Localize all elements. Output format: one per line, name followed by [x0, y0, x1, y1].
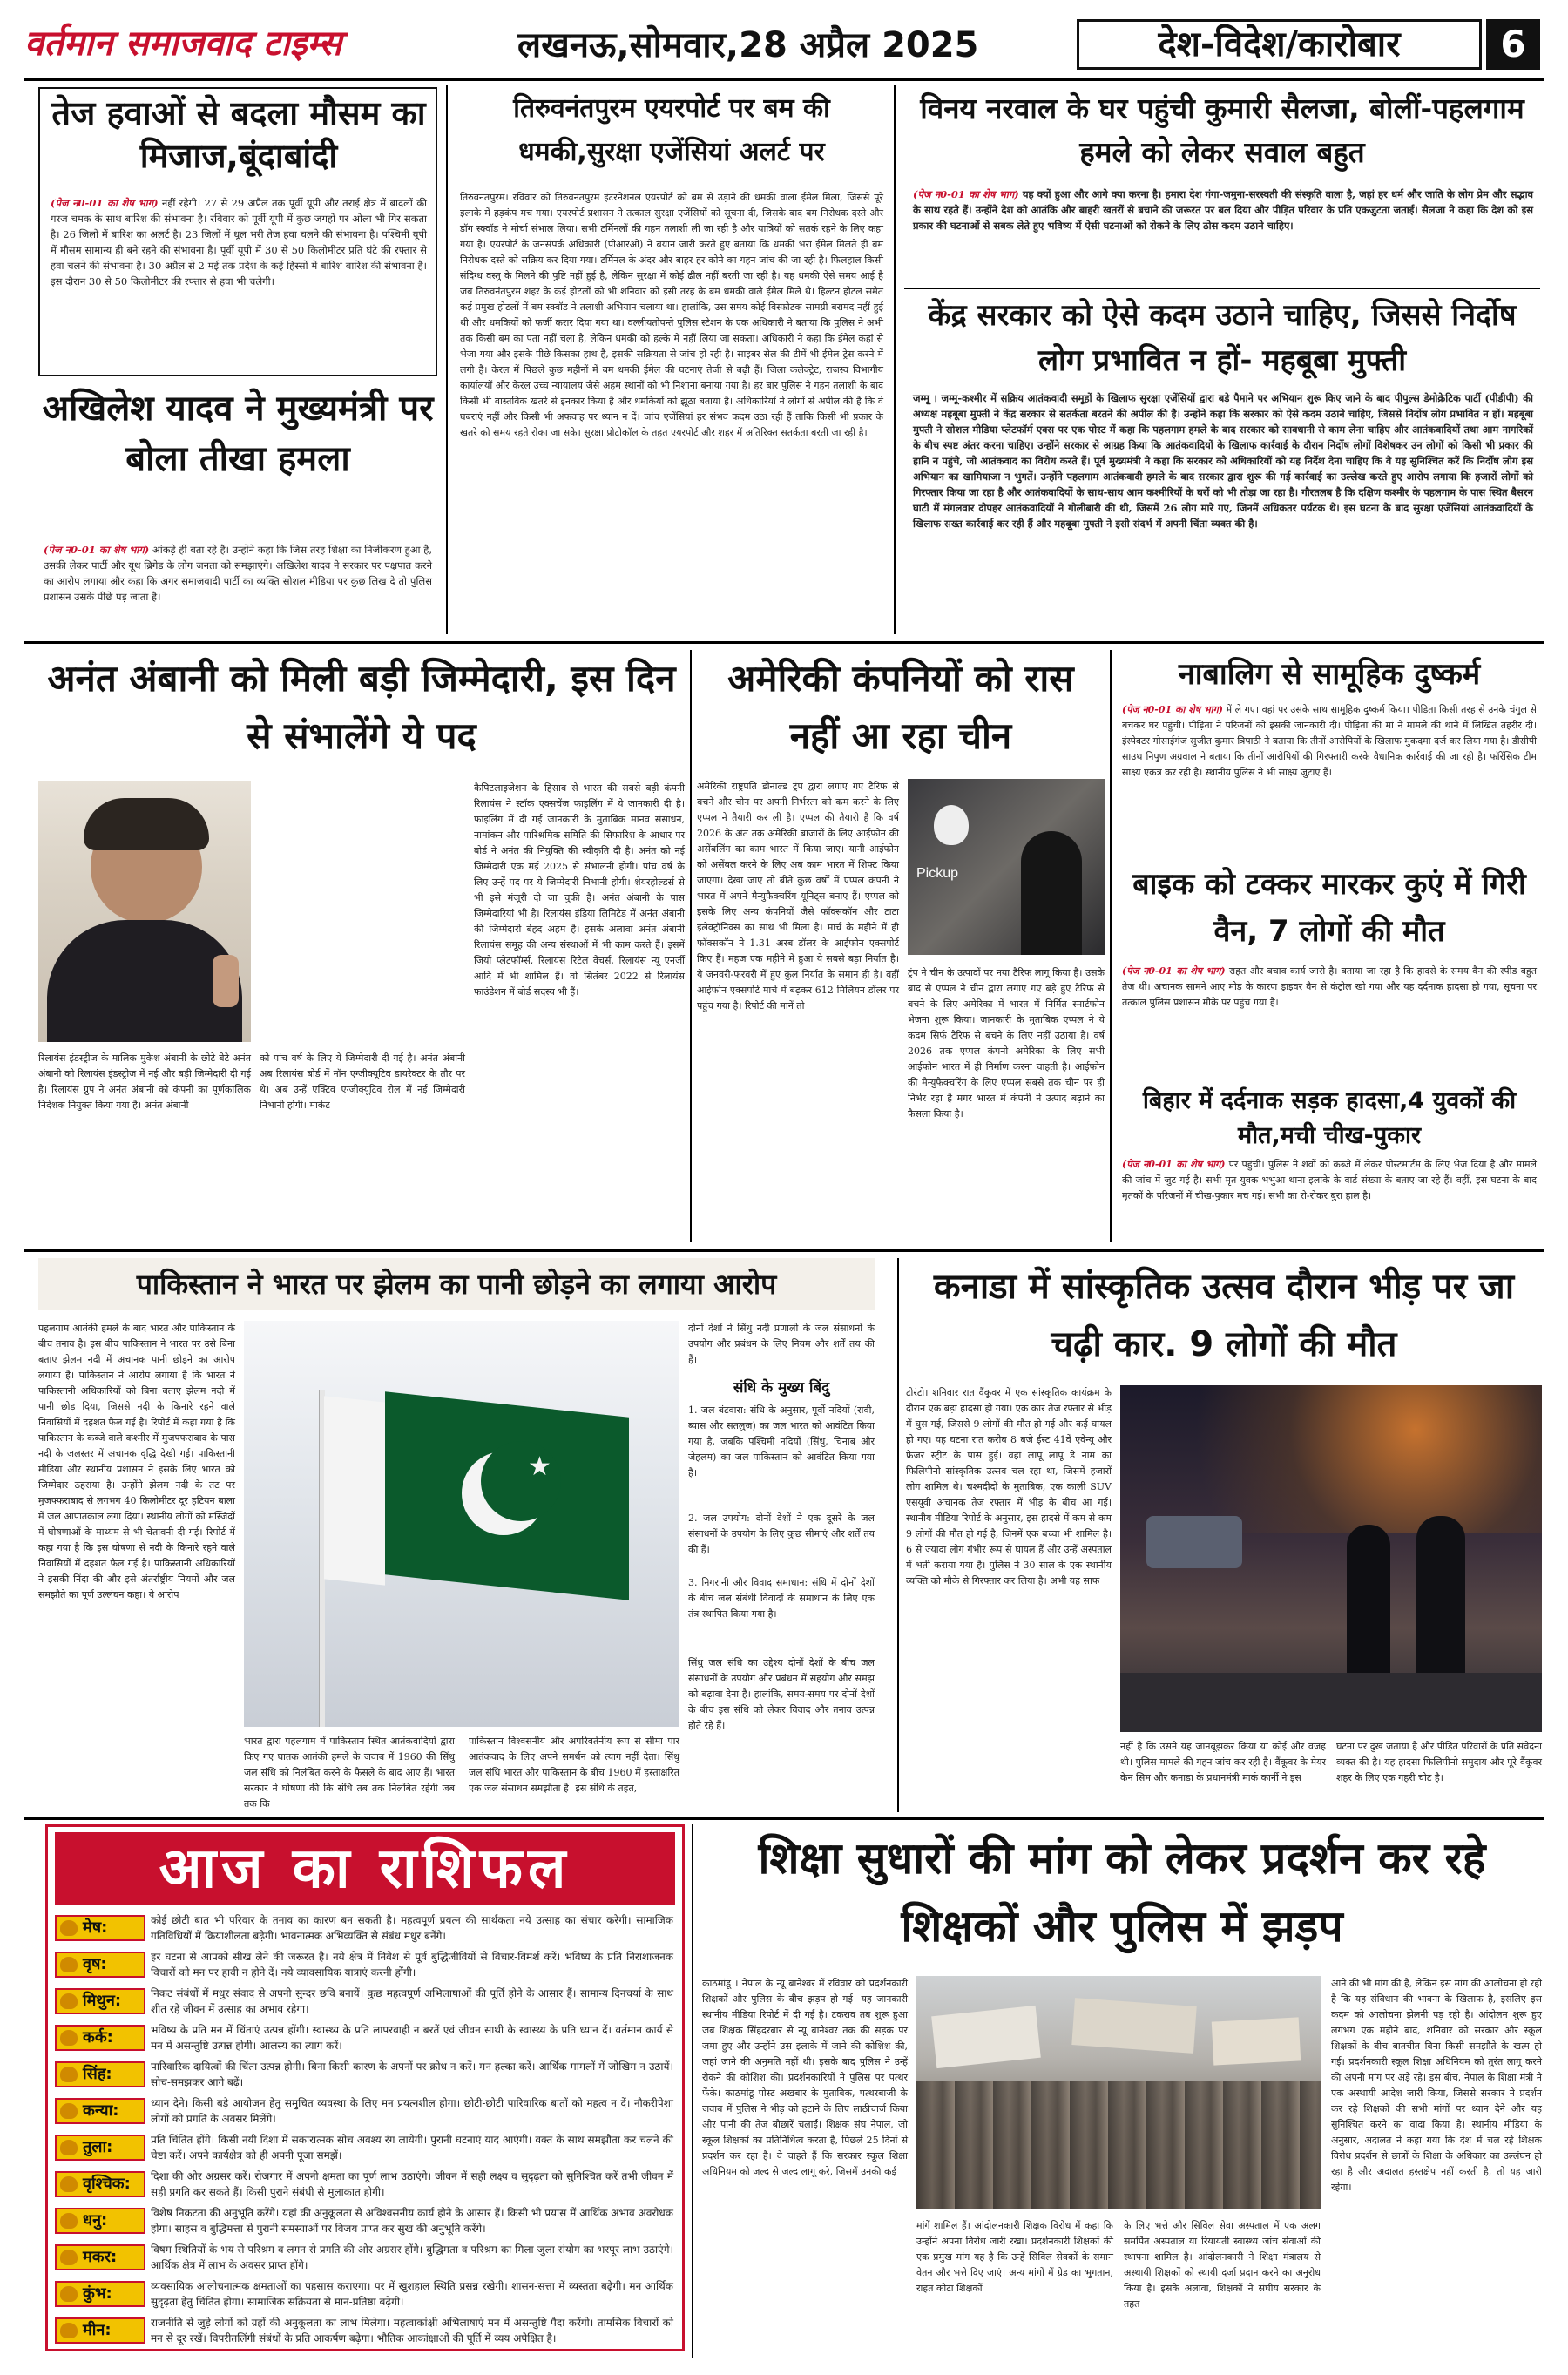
sign-label: मकर: [55, 2244, 145, 2270]
sign-label: वृष: [55, 1952, 145, 1978]
column-divider [446, 85, 448, 634]
article-airport-body: तिरुवनंतपुरम। रविवार को तिरुवनंतपुरम इंटरनेशनल एयरपोर्ट को बम से उड़ाने की धमकी वाला ईमेल मिला, जिससे पूरे इलाके में हड़कंप मच गया। एयरपोर्ट प्रशासन ने तत्काल सुरक्षा एजेंसियों को सूचना दी, जिसके बाद बम निरोधक दस्ते और डॉग स्क्वॉड ने मोर्चा संभाल लिया। सभी टर्मिनलों की गहन तलाशी ली जा रही है और यात्रियों को सतर्क रहने के लिए कहा गया है। एयरपोर्ट के जनसंपर्क अधिकारी (पीआरओ) ने बयान जारी करते हुए बताया कि धमकी भरा ईमेल मिलते ही बम निरोधक दस्ते को सक्रिय कर दिया गया। टर्मिनल के अंदर और बाहर हर कोने का गहन जांच की जा रही है। फिलहाल किसी संदिग्ध वस्तु के मिलने की पुष्टि नहीं हुई है, लेकिन सुरक्षा में कोई ढील नहीं बरती जा रही है। यह धमकी ऐसे समय आई है जब तिरुवनंतपुरम शहर के कई होटलों को भी शनिवार को इसी तरह के बम धमकी वाले ईमेल मिले थे। हिल्टन होटल समेत कई प्रमुख होटलों में बम स्क्वॉड ने तलाशी अभियान चलाया था। हालांकि, उस समय कोई विस्फोटक सामग्री बरामद नहीं हुई थी और धमकियों को फर्जी करार दिया गया था। वल्लीयतोपन्ते पुलिस स्टेशन के एक अधिकारी ने बताया कि पुलिस ने अभी तक किसी बम का पता नहीं चला है, लेकिन धमकी को हल्के में नहीं लिया जा सकता। अधिकारी ने कहा कि ईमेल कहां से भेजा गया और इसके पीछे किसका हाथ है, इसकी सक्रियता से जांच हो रही है। साइबर सेल की टीमें भी ईमेल ट्रेस करने में लगी हैं। केरल में पिछले कुछ महीनों में बम धमकी ईमेल की घटनाएं तेजी से बढ़ी हैं। जिला कलेक्ट्रेट, राजस्व विभागीय कार्यालयों और केरल उच्च न्यायालय जैसे अहम स्थानों को भी निशाना बनाया गया है। हर बार पुलिस ने गहन तलाशी के बाद किसी भी वास्तविक खतरे से इनकार किया है और धमकियों को झूठा बताया है। अधिकारियों ने लोगों से अपील की है कि वे घबराएं नहीं और किसी भी अफवाह पर ध्यान न दें। जांच एजेंसियां हर संभव कदम उठा रही हैं ताकि किसी भी प्रकार के खतरे को समय रहते रोका जा सके। सुरक्षा प्रोटोकॉल के तहत एयरपोर्ट और शहर में अतिरिक्त सतर्कता बरती जा रही है। [460, 192, 883, 438]
sign-text: विषम स्थितियों के भय से परिश्रम व लगन से प्रगति की ओर अग्रसर होंगे। बुद्धिमता व परिश्रम का मिला-जुला संयोग का भरपूर लाभ उठाएंगे। आर्थिक क्षेत्र में लाभ के अवसर प्राप्त होंगे। [151, 2243, 673, 2271]
section-rule [24, 641, 1544, 644]
article-nabalig-text: में ले गए। वहां पर उसके साथ सामूहिक दुष्कर्म किया। पीड़िता किसी तरह से उनके चंगुल से बचकर घर पहुंची। पीड़िता ने परिजनों को इसकी जानकारी दी। पीड़िता की मां ने मामले की थाने में लिखित तहरीर दी। इंस्पेक्टर गोसाईगंज सुजीत कुमार त्रिपाठी ने बताया कि तीनों आरोपियों के खिलाफ मुकदमा दर्ज कर लिया गया है। डीसीपी साउथ निपुण अग्रवाल ने बताया कि तीनों आरोपियों की गिरफ्तारी करके वैधानिक कार्रवाई की जा रही है। फॉरेंसिक टीम साक्ष्य एकत्र कर रही है। स्थानीय पुलिस ने भी साक्ष्य जुटाए हैं। [1122, 704, 1537, 778]
article-mehbooba [904, 293, 1540, 634]
section-rule [24, 1249, 1544, 1252]
canada-night-photo [1120, 1385, 1542, 1732]
sign-text: दिशा की ओर अग्रसर करें। रोजगार में अपनी क्षमता का पूर्ण लाभ उठाएंगे। जीवन में सही लक्ष्य व सुदृढ़ता को सुनिश्चित करें तभी जीवन में सही प्रगति कर सकते हैं। किसी पुराने संबंधी से मुलाकात होगी। [151, 2170, 673, 2198]
sign-text: प्रति चिंतित होंगे। किसी नयी दिशा में सकारात्मक सोच अवश्य रंग लायेगी। पुरानी घटनाएं याद आएंगी। वक्त के साथ समझौता कर चलने की चेष्टा करें। अपने कार्यक्षेत्र को ही अपनी पूजा समझें। [151, 2134, 673, 2162]
article-divider [904, 288, 1540, 289]
hand-icon [60, 2323, 78, 2338]
dateline: लखनऊ,सोमवार,28 अप्रैल 2025 [517, 25, 979, 65]
article-nabalig [1119, 650, 1540, 850]
rashifal-title: आज का राशिफल [55, 1832, 675, 1905]
pakistan-col4-intro: दोनों देशों ने सिंधु नदी प्रणाली के जल संसाधनों के उपयोग और प्रबंधन के लिए नियम और शर्तें तय की हैं। [688, 1323, 875, 1365]
apple-store-photo [908, 779, 1105, 955]
article-akhilesh-text: आंकड़े ही बता रहे हैं। उन्होंने कहा कि जिस तरह शिक्षा का निजीकरण हुआ है, उसकी लेकर पार्टी और यूथ ब्रिगेड के लोग जनता को समझाएंगे। अखिलेश यादव ने सरकार पर पक्षपात करने का आरोप लगाया और कहा कि अगर समाजवादी पार्टी का व्यक्ति सोशल मीडिया पर कुछ लिख दे तो पुलिस प्रशासन उसके पीछे पड़ जाता है। [44, 544, 433, 603]
article-canada [906, 1258, 1542, 1812]
article-bihar-headline: बिहार में दर्दनाक सड़क हादसा,4 युवकों की मौत,मची चीख-पुकार [1142, 1087, 1517, 1149]
protest-banner [931, 2006, 1041, 2068]
pakistan-flag-photo [244, 1321, 679, 1727]
article-bike-text: राहत और बचाव कार्य जारी है। बताया जा रहा है कि हादसे के समय वैन की स्पीड बहुत तेज थी। अचानक सामने आए मोड़ के कारण ड्राइवर वैन से कंट्रोल खो गया और यह दर्दनाक हादसा हो गया, सूचना पर तत्काल पुलिस प्रशासन मौके पर पहुंच गया है। [1122, 965, 1538, 1008]
article-china [697, 650, 1105, 1242]
article-airport-headline: तिरुवनंतपुरम एयरपोर्ट पर बम की धमकी,सुरक्षा एजेंसियां अलर्ट पर [513, 93, 830, 167]
hand-icon [60, 2030, 78, 2046]
article-weather-text: नहीं रहेगी। 27 से 29 अप्रैल तक पूर्वी यूपी और तराई क्षेत्र में बादलों की गरज चमक के साथ बारिश की संभावना है। रविवार को पूर्वी यूपी में कुछ जगहों पर ओला भी गिर सकता है। 26 जिलों में बारिश का अलर्ट है। 23 जिलों में धूल भरी तेज हवा चलने की संभावना है। पश्चिमी यूपी में मौसम सामान्य ही बने रहने की संभावना है। पूर्वी यूपी में 30 से 50 किलोमीटर प्रति घंटे की रफ्तार से हवा चलने की संभावना है। 30 अप्रैल से 2 मई तक प्रदेश के कई हिस्सों में बारिश बारिश की संभावना है। इस दौरान 30 से 50 किलोमीटर की रफ्तार से हवा भी चलेगी। [51, 197, 428, 288]
article-akhilesh [38, 383, 437, 634]
article-canada-headline: कनाडा में सांस्कृतिक उत्सव दौरान भीड़ पर जा चढ़ी कार. 9 लोगों की मौत [933, 1267, 1515, 1364]
sign-text: निकट संबंधों में मधुर संवाद से अपनी सुन्दर छवि बनायें। कुछ महत्वपूर्ण अभिलाषाओं की पूर्ति होने के आसार हैं। सामान्य दिनचर्या के साथ शीत रहे जीवन में उत्साह का अभाव रहेगा। [151, 1987, 673, 2015]
sign-label: तुला: [55, 2135, 145, 2161]
article-airport [456, 87, 887, 634]
road [1120, 1673, 1542, 1732]
rashifal-box [45, 1824, 685, 2351]
anant-col2: को पांच वर्ष के लिए ये जिम्मेदारी दी गई है। अनंत अंबानी अब रिलायंस बोर्ड में नॉन एग्जीक्यूटिव डायरेक्टर के तौर पर थे। अब उन्हें एक्टिव एग्जीक्यूटिव रोल में नई जिम्मेदारी निभानी होगी। मार्केट [260, 1052, 465, 1111]
article-bike-headline: बाइक को टक्कर मारकर कुएं में गिरी वैन, 7 लोगों की मौत [1132, 867, 1526, 949]
teachers-col1: काठमांडू । नेपाल के न्यू बानेश्वर में रविवार को प्रदर्शनकारी शिक्षकों और पुलिस के बीच झड़प हो गई। यह जानकारी स्थानीय मीडिया रिपोर्ट में दी गई है। टकराव तब शुरू हुआ जब शिक्षक सिंहदरबार से न्यू बानेश्वर तक की सड़क पर जमा हुए और उन्होंने उस इलाके में जाने की कोशिश की, जहां जाने की अनुमति नहीं थी। इसके बाद पुलिस ने उन्हें रोकने की कोशिश की। प्रदर्शनकारियों ने पुलिस पर पत्थर फेंके। काठमांडू पोस्ट अखबार के मुताबिक, पत्थरबाजी के जवाब में पुलिस ने भीड़ को हटाने के लिए लाठीचार्ज किया और पानी की तेज बौछारें चलाईं। शिक्षक संघ नेपाल, जो स्कूल शिक्षकों का प्रतिनिधित्व करता है, पिछले 25 दिनों से प्रदर्शन कर रहा है। वे चाहते हैं कि सरकार स्कूल शिक्षा अधिनियम को जल्द से जल्द लागू करे, जिसमें उनकी कई [702, 1978, 908, 2177]
sign-text: विशेष निकटता की अनुभूति करेंगे। यहां की अनुकूलता से अविश्वसनीय कार्य होने के आसार हैं। किसी भी प्रयास में आर्थिक अभाव अवरोधक होगा। साहस व बुद्धिमत्ता से पुरानी समस्याओं पर विजय प्राप्त कर सुख की अनुभूति करेंगे। [151, 2207, 673, 2235]
article-anant-headline: अनंत अंबानी को मिली बड़ी जिम्मेदारी, इस दिन से संभालेंगे ये पद [47, 657, 676, 757]
article-pakistan-headline: पाकिस्तान ने भारत पर झेलम का पानी छोड़ने का लगाया आरोप [38, 1258, 875, 1310]
person-silhouette [1021, 831, 1082, 955]
canada-col1: टोरंटो। शनिवार रात वैंकूवर में एक सांस्कृतिक कार्यक्रम के दौरान एक बड़ा हादसा हो गया। एक कार तेज रफ्तार से भीड़ में घुस गई, जिससे 9 लोगों की मौत हो गई और कई घायल हो गए। यह घटना रात करीब 8 बजे ईस्ट 41वें एवेन्यू और फ्रेजर स्ट्रीट के पास हुई। वहां लापू लापू डे नाम का फिलिपीनो सांस्कृतिक उत्सव चल रहा था, जिसमें हजारों लोग शामिल थे। चश्मदीदों के मुताबिक, एक काली SUV एसयूवी अचानक तेज रफ्तार में भीड़ के बीच आ गई। स्थानीय मीडिया रिपोर्ट के अनुसार, इस हादसे में कम से कम 9 लोगों की मौत हो गई है, जिनमें एक बच्चा भी शामिल है। 6 से ज्यादा लोग गंभीर रूप से घायल हैं और उन्हें अस्पताल में भर्ती कराया गया है। पुलिस ने 30 साल के एक स्थानीय व्यक्ति को मौके से गिरफ्तार कर लिया है। अभी यह साफ [906, 1387, 1112, 1587]
teachers-col4: आने की भी मांग की है, लेकिन इस मांग की आलोचना हो रही है कि यह संविधान की भावना के खिलाफ है, इसलिए इस कदम को आलोचना झेलनी पड़ रही है। आंदोलन शुरू हुए लगभग एक महीने बाद, शनिवार को सरकार और स्कूल शिक्षकों के बीच बातचीत बिना किसी समझौते के खत्म हो गई। प्रदर्शनकारी स्कूल शिक्षा अधिनियम को तुरंत लागू करने की अपनी मांग पर अड़े रहे। इस बीच, नेपाल के शिक्षा मंत्री ने एक अस्थायी आदेश जारी किया, जिससे सरकार ने प्रदर्शन कर रहे शिक्षकों की सभी मांगों पर ध्यान देने और यह सुनिश्चित करने का वादा किया है। स्थानीय मीडिया के अनुसार, अदालत ने कहा गया कि देश में चल रहे शिक्षक विरोध प्रदर्शन से छात्रों के शिक्षा के अधिकार का उल्लंघन हो रहा है और अदालत हस्तक्षेप नहीं करती है, तो यह जारी रहेगा। [1331, 1978, 1542, 2193]
page-number: 6 [1486, 19, 1540, 70]
hand-icon [60, 1920, 78, 1936]
article-bihar [1119, 1084, 1540, 1242]
column-divider [692, 1824, 693, 2358]
article-bike [1119, 861, 1540, 1079]
sign-label: कुंभ: [55, 2281, 145, 2307]
rashifal-row [55, 2169, 679, 2202]
rashifal-row [55, 2315, 679, 2348]
rashifal-row [55, 1912, 679, 1945]
points-title: संधि के मुख्य बिंदु [733, 1379, 830, 1397]
anant-photo [38, 781, 251, 1042]
rashifal-row [55, 2059, 679, 2092]
rashifal-row [55, 2242, 679, 2275]
hand-icon [60, 2067, 78, 2082]
hand-icon [60, 2140, 78, 2155]
canada-col2: नहीं है कि उसने यह जानबूझकर किया या कोई और वजह थी। पुलिस मामले की गहन जांच कर रही है। वैंकूवर के मेयर केन सिम और कनाडा के प्रधानमंत्री मार्क कार्नी ने इस [1120, 1741, 1326, 1783]
sign-text: हर घटना से आपको सीख लेने की जरूरत है। नये क्षेत्र में निवेश से पूर्व बुद्धिजीवियों से विचार-विमर्श करें। भविष्य के प्रति निराशाजनक विचारों को मन पर हावी न होने दें। नये व्यावसायिक यात्राएं करनी होंगी। [151, 1951, 673, 1979]
sign-text: पारिवारिक दायित्वों की चिंता उत्पन्न होगी। बिना किसी कारण के अपनों पर क्रोध न करें। मन हल्का करें। आर्थिक मामलों में जोखिम न उठायें। सोच-समझकर आगे बढ़ें। [151, 2060, 673, 2088]
rashifal-row [55, 1986, 679, 2019]
anant-col3: कैपिटलाइजेशन के हिसाब से भारत की सबसे बड़ी कंपनी रिलायंस ने स्टॉक एक्सचेंज फाइलिंग में ये जानकारी दी है। फाइलिंग में दी गई जानकारी के मुताबिक मानव संसाधन, नामांकन और पारिश्रमिक समिति की सिफारिश के आधार पर बोर्ड ने अनंत की नियुक्ति की स्वीकृति दी है। अनंत को नई जिम्मेदारी एक मई 2025 से संभालनी होगी। पांच वर्ष के लिए उन्हें पद पर ये जिम्मेदारी निभानी होगी। शेयरहोल्डर्स से भी इसे मंजूरी दी जा चुकी है। अनंत अंबानी के पास जिम्मेदारियां भी है। रिलायंस इंडिया लिमिटेड में अनंत अंबानी की जिम्मेदारी बेहद अहम है। इसके अलावा अनंत अंबानी रिलायंस समूह की अन्य संस्थाओं में भी काम करते हैं। इसमें जियो प्लेटफॉर्म्स, रिलायंस रिटेल वेंचर्स, रिलायंस न्यू एनर्जी आदि में भी शामिल हैं। वो सितंबर 2022 से रिलायंस फाउंडेशन में बोर्ड सदस्य भी हैं। [474, 782, 685, 998]
protest-banner [1212, 2017, 1301, 2065]
pakistan-col1: पहलगाम आतंकी हमले के बाद भारत और पाकिस्तान के बीच तनाव है। इस बीच पाकिस्तान ने भारत पर उसे बिना बताए झेलम नदी में अचानक पानी छोड़ने का आरोप लगाया है। पाकिस्तान ने आरोप लगाया है कि भारत ने पाकिस्तानी अधिकारियों को बिना बताए झेलम नदी में पानी छोड़ दिया, जिससे नदी के किनारे रहने वाले निवासियों में दहशत फैल गई है। रिपोर्ट में कहा गया है कि पाकिस्तान के कब्जे वाले कश्मीर में मुजफ्फराबाद के पास नदी के जलस्तर में अचानक वृद्धि देखी गई। पाकिस्तानी मीडिया और स्थानीय प्रशासन ने इसके लिए भारत को जिम्मेदार ठहराया है। उन्होंने झेलम नदी के तट पर मुजफ्फराबाद से लगभग 40 किलोमीटर दूर हटियन बाला में जल आपातकाल लगा दिया। स्थानीय लोगों को मस्जिदों में घोषणाओं के माध्यम से भी चेतावनी दी गई। रिपोर्ट में कहा गया है कि इस घोषणा से नदी के किनारे रहने वाले निवासियों में दहशत फैल गई है। पाकिस्तानी अधिकारियों ने इसकी निंदा की और इसे अंतर्राष्ट्रीय नियमों और जल समझौते का पूर्ण उल्लंघन कहा। ये आरोप [38, 1323, 235, 1600]
continued-label: (पेज न0-01 का शेष भाग) [44, 544, 150, 556]
column-divider [690, 650, 692, 1242]
section-rule [24, 1817, 1544, 1820]
continued-label: (पेज न0-01 का शेष भाग) [1122, 965, 1226, 977]
sign-label: धनु: [55, 2208, 145, 2234]
article-vinay-text: यह क्यों हुआ और आगे क्या करना है। हमारा देश गंगा-जमुना-सरस्वती की संस्कृति वाला है, जहां हर धर्म और जाति के लोग प्रेम और सद्भाव के साथ रहते हैं। उन्होंने देश को आतंकि और बाहरी खतरों से बचाने की जरूरत पर बल दिया और पीड़ित परिवार के प्रति एकजुटता जताई। सैलजा ने कहा कि देश को इस प्रकार की घटनाओं से सबक लेते हुए भविष्य में ऐसी घटनाओं को रोकने के लिए ठोस कदम उठाने चाहिए। [913, 188, 1533, 232]
rashifal-row [55, 2205, 679, 2238]
flag-white-band [324, 1396, 385, 1585]
sign-label: कर्क: [55, 2025, 145, 2051]
hand-icon [60, 2103, 78, 2119]
sign-label: वृश्चिक: [55, 2171, 145, 2197]
star-icon: ★ [528, 1451, 551, 1482]
article-teachers [702, 1824, 1542, 2358]
article-weather [38, 87, 437, 376]
sign-text: कोई छोटी बात भी परिवार के तनाव का कारण बन सकती है। महत्वपूर्ण प्रयत्न की सार्थकता नये उत्साह का संचार करेगी। सामाजिक गतिविधियों में क्रियाशीलता बढ़ेगी। भावनात्मक अभिव्यक्ति से संबंध मधुर बनेंगे। [151, 1914, 673, 1942]
continued-label: (पेज न0-01 का शेष भाग) [1122, 704, 1223, 715]
continued-label: (पेज न0-01 का शेष भाग) [1122, 1159, 1226, 1170]
article-mehbooba-body: जम्मू । जम्मू-कश्मीर में सक्रिय आतंकवादी समूहों के खिलाफ सुरक्षा एजेंसियों द्वारा बड़े पैमाने पर अभियान शुरू किए जाने के बाद पीपुल्स डेमोक्रेटिक पार्टी (पीडीपी) की अध्यक्ष महबूबा मुफ्ती ने केंद्र सरकार से सतर्कता बरतने की अपील की है। उन्होंने कहा कि सरकार को ऐसे कदम उठाने चाहिए, जिससे निर्दोष लोग प्रभावित न हों। महबूबा मुफ्ती ने सोशल मीडिया प्लेटफॉर्म एक्स पर एक पोस्ट में कहा कि पहलगाम हमले के बाद सरकार को सावधानी से काम लेना चाहिए और आतंकवादियों तथा आम नागरिकों के बीच स्पष्ट अंतर करना चाहिए। उन्होंने सरकार से आग्रह किया कि आतंकवादियों के खिलाफ कार्रवाई के दौरान निर्दोष लोगों विशेषकर उन लोगों को किसी भी प्रकार की हानि न पहुंचे, जो आतंकवाद का विरोध करते हैं। पूर्व मुख्यमंत्री ने कहा कि सरकार को अधिकारियों को यह निर्देश देना चाहिए कि वे यह सुनिश्चित करें कि निर्दोष लोग इस अभियान का खामियाजा न भुगतें। उन्होंने पहलगाम आतंकवादी हमले के बाद सरकार द्वारा शुरू की गई कार्रवाई का उल्लेख करते हुए आरोप लगाया कि हजारों लोगों को गिरफ्तार किया जा रहा है और आतंकवादियों के साथ-साथ आम कश्मीरियों के घरों को भी तोड़ा जा रहा है। गौरतलब है कि दक्षिण कश्मीर के पहलगाम के पास स्थित बैसरन घाटी में मंगलवार दोपहर आतंकवादियों ने गोलीबारी की थी, जिसमें 26 लोग मारे गए, जिनमें अधिकतर पर्यटक थे। इस घटना के बाद सुरक्षा एजेंसियां आतंकवादियों के खिलाफ सख्त कार्रवाई कर रही हैं और महबूबा मुफ्ती ने इसी संदर्भ में अपनी चिंता व्यक्त की है। [913, 392, 1533, 530]
pickup-sign: Pickup [916, 866, 959, 881]
article-bihar-body [1122, 1157, 1537, 1204]
column-divider [894, 85, 896, 634]
sign-text: व्यवसायिक आलोचनात्मक क्षमताओं का पहसास कराएगा। पर में खुशहाल स्थिति प्रसन्न रखेगी। शासन-सत्ता में व्यस्तता बढ़ेगी। मन आर्थिक सुदृढ़ता हेतु चिंतित होगा। सामाजिक सक्रियता से मान-प्रतिष्ठा बढ़ेगी। [151, 2280, 673, 2308]
pakistan-col4-end: सिंधु जल संधि का उद्देश्य दोनों देशों के बीच जल संसाधनों के उपयोग और प्रबंधन में सहयोग और समझ को बढ़ावा देना है। हालांकि, समय-समय पर दोनों देशों के बीच इस संधि को लेकर विवाद और तनाव उत्पन्न होते रहे हैं। [688, 1657, 875, 1731]
article-teachers-headline: शिक्षा सुधारों की मांग को लेकर प्रदर्शन कर रहे शिक्षकों और पुलिस में झड़प [758, 1833, 1486, 1952]
sign-label: सिंह: [55, 2061, 145, 2087]
sign-text: ध्यान देने। किसी बड़े आयोजन हेतु समुचित व्यवस्था के लिए मन प्रयत्नशील होगा। छोटी-छोटी पारिवारिक बातों को महत्व न दें। नौकरीपेशा लोगों को प्रगति के अवसर मिलेंगे। [151, 2097, 673, 2125]
canada-col3: घटना पर दुख जताया है और पीड़ित परिवारों के प्रति संवेदना व्यक्त की है। यह हादसा फिलिपीनो समुदाय और पूरे वैंकूवर शहर के लिए एक गहरी चोट है। [1336, 1741, 1542, 1783]
column-divider [1110, 650, 1112, 1242]
anant-caption: रिलायंस इंडस्ट्रीज के मालिक मुकेश अंबानी के छोटे बेटे अनंत अंबानी को रिलायंस इंडस्ट्रीज में नई और बड़ी जिम्मेदारी दी गई है। रिलायंस ग्रुप ने अनंत अंबानी को कंपनी का पूर्णकालिक निदेशक नियुक्त किया गया है। अनंत अंबानी [38, 1052, 251, 1111]
article-mehbooba-headline: केंद्र सरकार को ऐसे कदम उठाने चाहिए, जिससे निर्दोष लोग प्रभावित न हों- महबूबा मुफ्ती [928, 298, 1517, 378]
sign-label: मीन: [55, 2317, 145, 2344]
article-bike-body [1122, 964, 1537, 1011]
article-nabalig-body [1122, 702, 1537, 781]
pakistan-col3: पाकिस्तान विश्वसनीय और अपरिवर्तनीय रूप से सीमा पार आतंकवाद के लिए अपने समर्थन को त्याग नहीं देता। सिंधु जल संधि भारत और पाकिस्तान के बीच 1960 में हस्ताक्षरित एक जल संसाधन समझौता है। इस संधि के तहत, [469, 1736, 679, 1794]
crowd [916, 2081, 1321, 2209]
sign-text: भविष्य के प्रति मन में चिंताएं उत्पन्न होंगी। स्वास्थ्य के प्रति लापरवाही न बरतें एवं जीवन साथी के स्वास्थ्य के प्रति ध्यान दें। वर्तमान कार्य से मन में असन्तुष्टि उत्पन्न होगी। आलस्य का त्याग करें। [151, 2024, 673, 2052]
continued-label: (पेज न0-01 का शेष भाग) [51, 197, 159, 209]
person-hair [84, 798, 209, 850]
article-vinay-body [913, 186, 1533, 233]
column-divider [897, 1258, 899, 1812]
point-item: 2. जल उपयोग: दोनों देशों ने एक दूसरे के जल संसाधनों के उपयोग के लिए कुछ सीमाएं और शर्तें तय की हैं। [688, 1512, 875, 1555]
hand-icon [60, 2213, 78, 2229]
rashifal-row [55, 1949, 679, 1982]
article-bihar-text: पर पहुंची। पुलिस ने शवों को कब्जे में लेकर पोस्टमार्टम के लिए भेज दिया है और मामले की जांच में जुट गई है। सभी मृत युवक भभुआ थाना इलाके के वार्ड संख्या के बताए जा रहे हैं। वहीं, इस घटना के बाद मृतकों के परिजनों में चीख-पुकार मच गई। सभी का रो-रोकर बुरा हाल है। [1122, 1159, 1537, 1201]
teachers-col2: मांगें शामिल हैं। आंदोलनकारी शिक्षक विरोध में कहा कि उन्होंने अपना विरोध जारी रखा। प्रदर्शनकारी शिक्षकों की एक प्रमुख मांग यह है कि उन्हें सिविल सेवकों के समान वेतन और भत्ते दिए जाएं। अन्य मांगों में ग्रेड का भुगतान, राहत कोटा शिक्षकों [916, 2220, 1113, 2294]
apple-logo-icon [934, 805, 969, 845]
article-akhilesh-headline: अखिलेश यादव ने मुख्यमंत्री पर बोला तीखा हमला [42, 389, 434, 479]
vehicle [1146, 1516, 1242, 1568]
point-item: 1. जल बंटवारा: संधि के अनुसार, पूर्वी नदियों (रावी, ब्यास और सतलुज) का जल भारत को आवंटित किया गया है, जबकि पश्चिमी नदियों (सिंधु, चिनाब और जेहलम) का जल पाकिस्तान को आवंटित किया गया है। [688, 1404, 875, 1478]
article-pakistan [38, 1258, 892, 1812]
point-item: 3. निगरानी और विवाद समाधान: संधि में दोनों देशों के बीच जल संबंधी विवादों के समाधान के लिए एक तंत्र स्थापित किया गया है। [688, 1577, 875, 1620]
article-akhilesh-body [44, 542, 432, 605]
hand-icon [60, 2176, 78, 2192]
masthead-rule [24, 78, 1544, 81]
rashifal-row [55, 2132, 679, 2165]
rashifal-row [55, 2095, 679, 2128]
sign-label: मिथुन: [55, 1988, 145, 2014]
pakistan-col2: भारत द्वारा पहलगाम में पाकिस्तान स्थित आतंकवादियों द्वारा किए गए घातक आतंकी हमले के जवाब में 1960 की सिंधु जल संधि को निलंबित करने के फैसले के बाद आए हैं। भारत सरकार ने घोषणा की कि संधि तब तक निलंबित रहेगी जब तक कि [244, 1736, 455, 1810]
article-weather-headline: तेज हवाओं से बदला मौसम का मिजाज,बूंदाबांदी [51, 94, 426, 175]
street-lights [1120, 1385, 1542, 1533]
article-nabalig-headline: नाबालिग से सामूहिक दुष्कर्म [1178, 657, 1481, 692]
sign-label: मेष: [55, 1915, 145, 1941]
article-vinay [904, 87, 1540, 281]
china-col2: ट्रंप ने चीन के उत्पादों पर नया टैरिफ लागू किया है। उसके बाद से एप्पल ने चीन द्वारा लगाए गए बड़े हुए टैरिफ से बचने के लिए अमेरिका में भारत में निर्मित स्मार्टफोन भेजना शुरू किया। जानकारी के मुताबिक एप्पल ने ये कदम सिर्फ टैरिफ से बचने के लिए नहीं उठाया है। वर्ष 2026 तक एप्पल कंपनी अमेरिका के लिए सभी आईफोन भारत में ही निर्माण करना चाहती है। आईफोन की मैन्युफैक्चरिंग के लिए एप्पल सबसे तक चीन पर ही निर्भर रहा है मगर भारत में कंपनी ने उत्पाद बढ़ाने का फैसला किया है। [908, 967, 1105, 1120]
hand-icon [60, 2250, 78, 2265]
rashifal-row [55, 2278, 679, 2311]
hand-icon [60, 2286, 78, 2302]
pakistan-col4 [688, 1321, 875, 1809]
newspaper-brand: वर्तमान समाजवाद टाइम्स [24, 24, 342, 64]
section-title: देश-विदेश/कारोबार [1077, 19, 1482, 70]
teachers-col3: के लिए भत्ते और सिविल सेवा अस्पताल में एक अलग समर्पित अस्पताल या रियायती स्वास्थ्य जांच सेवाओं की स्थापना शामिल है। आंदोलनकारी ने शिक्षा मंत्रालय से अस्थायी शिक्षकों को स्थायी दर्जा प्रदान करने का अनुरोध किया है। इसके अलावा, शिक्षकों ने संघीय सरकार के तहत [1124, 2220, 1321, 2310]
article-china-headline: अमेरिकी कंपनियों को रास नहीं आ रहा चीन [727, 657, 1074, 757]
rashifal-row [55, 2022, 679, 2055]
article-vinay-headline: विनय नरवाल के घर पहुंची कुमारी सैलजा, बोलीं-पहलगाम हमले को लेकर सवाल बहुत [920, 91, 1524, 169]
hand-icon [60, 1957, 78, 1972]
article-anant [38, 650, 685, 1242]
hand-icon [60, 1993, 78, 2009]
sign-text: राजनीति से जुड़े लोगों को ग्रहों की अनुकूलता का लाभ मिलेगा। महत्वाकांक्षी अभिलाषाएं मन में असन्तुष्टि पैदा करेंगी। तामसिक विचारों को मन से दूर रखें। विपरीतलिंगी संबंधों के प्रति आकर्षण बढ़ेगा। भौतिक आकांक्षाओं की पूर्ति में व्यय अपेक्षित है। [151, 2317, 673, 2345]
article-weather-body [51, 195, 427, 289]
person-hand [213, 955, 239, 1007]
protest-banner [1071, 1998, 1196, 2054]
protest-photo [916, 1976, 1321, 2209]
sign-label: कन्या: [55, 2098, 145, 2124]
china-col1: अमेरिकी राष्ट्रपति डोनाल्ड ट्रंप द्वारा लगाए गए टैरिफ से बचने और चीन पर अपनी निर्भरता को कम करने के लिए एप्पल ने तैयारी कर ली है। एप्पल की तैयारी है कि वर्ष 2026 के अंत तक अमेरिकी बाजारों के लिए आईफोन की असेंबलिंग का काम भारत में किया जाए। यानी आईफोन को असेंबल करने के लिए अब काम भारत में शिफ्ट किया जाएगा। देखा जाए तो बीते कुछ वर्षों में एप्पल कंपनी ने भारत में अपने मैन्युफैक्चरिंग यूनिट्स बनाए हैं। एप्पल को इसके लिए अन्य कंपनियों जैसे फॉक्सकॉन और टाटा इलेक्ट्रॉनिक्स का साथ भी मिला है। मार्च के महीने में ही फॉक्सकॉन ने 1.31 अरब डॉलर के आईफोन एक्सपोर्ट किए हैं। महज एक महीने में हुआ ये सबसे बड़ा निर्यात है। ये जनवरी-फरवरी में हुए कुल निर्यात के समान ही है। वहीं आईफोन एक्सपोर्ट मार्च में बढ़कर 612 मिलियन डॉलर पर पहुंच गया है। रिपोर्ट की मानें तो [697, 781, 899, 1012]
continued-label: (पेज न0-01 का शेष भाग) [913, 188, 1019, 200]
